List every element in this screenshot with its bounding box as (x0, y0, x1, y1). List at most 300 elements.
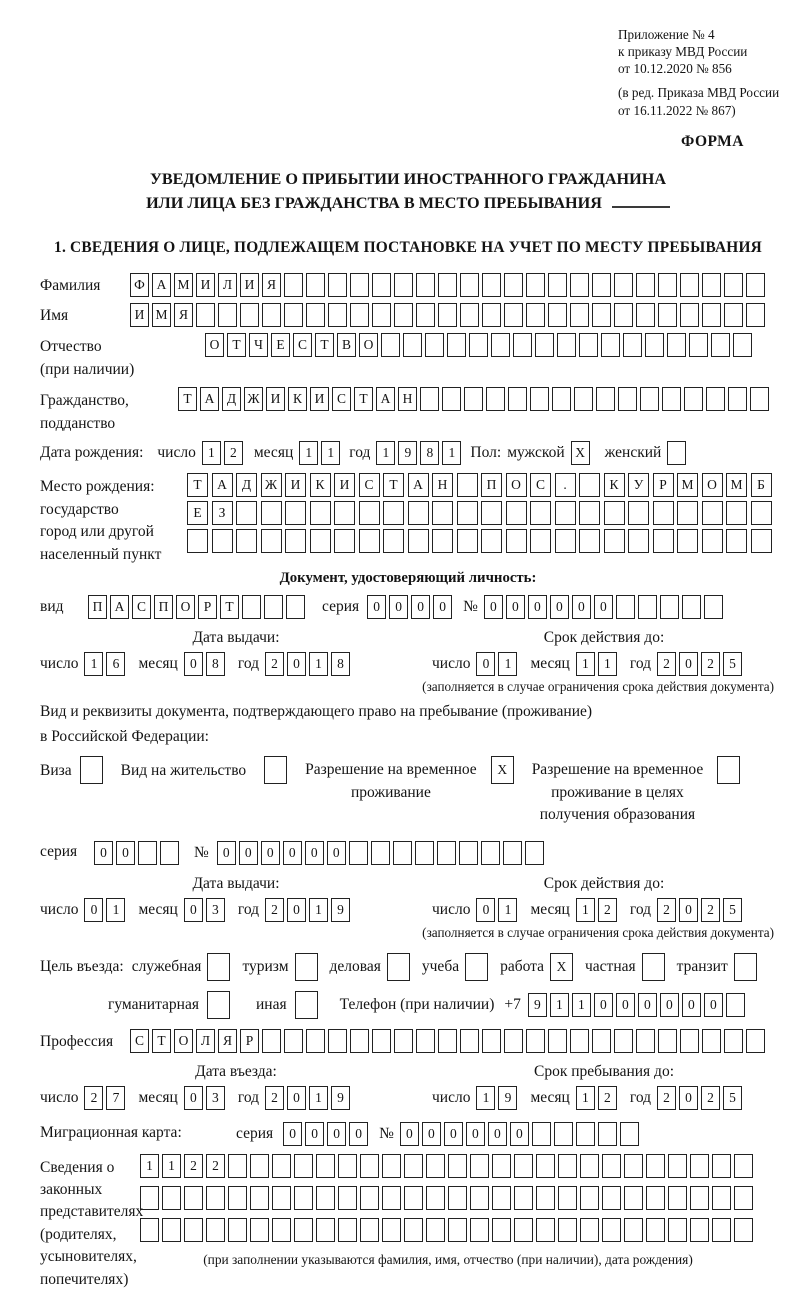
empty-cell (653, 501, 674, 525)
empty-cell (486, 387, 505, 411)
empty-cell (285, 501, 306, 525)
purpose-option-label: работа (500, 957, 544, 975)
char-cell: 0 (411, 595, 430, 619)
empty-cell (614, 1029, 633, 1053)
empty-cell (646, 1218, 665, 1242)
empty-cell (460, 273, 479, 297)
empty-cell (264, 756, 287, 784)
char-cell: 1 (202, 441, 221, 465)
empty-cell (702, 303, 721, 327)
char-cell: Т (220, 595, 239, 619)
char-cell: Б (751, 473, 772, 497)
char-cell: 1 (162, 1154, 181, 1178)
residence-dates (40, 875, 776, 922)
residence-intro-line-1: Вид и реквизиты документа, подтверждающего право на пребывание (проживание) (40, 703, 593, 721)
empty-cell (592, 273, 611, 297)
doc-kind-label: вид (40, 597, 64, 615)
empty-cell (684, 387, 703, 411)
char-cell: И (285, 473, 306, 497)
birth-place-row-3 (187, 529, 775, 553)
sex-male-checkbox (571, 441, 593, 465)
empty-cell (408, 501, 429, 525)
empty-cell (514, 1154, 533, 1178)
char-cell: 2 (265, 898, 284, 922)
doc-valid-group: Срок действия до: число 0 1 месяц 1 1 год 2 0 2 5 (432, 629, 776, 676)
empty-cell (196, 303, 215, 327)
char-cell: 1 (476, 1086, 495, 1110)
birth-month-label: месяц (253, 444, 294, 462)
empty-cell (359, 529, 380, 553)
char-cell: 1 (321, 441, 340, 465)
doc-issue-day-cells (84, 652, 128, 676)
empty-cell (624, 1218, 643, 1242)
empty-cell (360, 1154, 379, 1178)
birth-day-label: число (157, 444, 196, 462)
empty-cell (602, 1218, 621, 1242)
doc-issue-year-cells (265, 652, 353, 676)
citizenship-label: Гражданство, подданство (40, 392, 129, 432)
empty-cell (481, 529, 502, 553)
phone-label: Телефон (при наличии) (339, 995, 495, 1013)
title-line-1: УВЕДОМЛЕНИЕ О ПРИБЫТИИ ИНОСТРАННОГО ГРАЖДАНИНА (149, 169, 667, 188)
appendix-block (618, 26, 808, 119)
doc-valid-day-cells (476, 652, 520, 676)
empty-cell (492, 1218, 511, 1242)
char-cell: З (212, 501, 233, 525)
empty-cell (570, 1029, 589, 1053)
char-cell: 0 (466, 1122, 485, 1146)
empty-cell (470, 1154, 489, 1178)
empty-cell (724, 1029, 743, 1053)
char-cell: И (240, 273, 259, 297)
empty-cell (526, 1029, 545, 1053)
empty-cell (240, 303, 259, 327)
char-cell: 0 (367, 595, 386, 619)
sex-female-checkbox (667, 441, 689, 465)
char-cell: С (293, 333, 312, 357)
char-cell: 1 (442, 441, 461, 465)
temp-permit-checkbox (491, 756, 514, 784)
purpose-option-label: учеба (421, 957, 460, 975)
char-cell: И (334, 473, 355, 497)
blank-underline (612, 194, 670, 208)
char-cell: С (530, 473, 551, 497)
char-cell: 1 (576, 652, 595, 676)
char-cell: 0 (682, 993, 701, 1017)
empty-cell (306, 1029, 325, 1053)
char-cell: 1 (106, 898, 125, 922)
empty-cell (448, 1154, 467, 1178)
char-cell: 0 (84, 898, 103, 922)
char-cell: 0 (616, 993, 635, 1017)
empty-cell (381, 333, 400, 357)
char-cell: 0 (239, 841, 258, 865)
char-cell: О (359, 333, 378, 357)
char-cell: 2 (206, 1154, 225, 1178)
title-line-2: ИЛИ ЛИЦА БЕЗ ГРАЖДАНСТВА В МЕСТО ПРЕБЫВАНИЯ (40, 191, 776, 215)
empty-cell (579, 501, 600, 525)
char-cell: Д (236, 473, 257, 497)
char-cell: 8 (420, 441, 439, 465)
empty-cell (580, 1218, 599, 1242)
empty-cell (393, 841, 412, 865)
empty-cell (751, 529, 772, 553)
stay-month-cells (576, 1086, 620, 1110)
empty-cell (513, 333, 532, 357)
char-cell: X (550, 953, 573, 981)
char-cell: 0 (422, 1122, 441, 1146)
purpose-tourism-checkbox (295, 953, 318, 981)
char-cell: Т (227, 333, 246, 357)
section-1-heading: 1. СВЕДЕНИЯ О ЛИЦЕ, ПОДЛЕЖАЩЕМ ПОСТАНОВКЕ НА УЧЕТ ПО МЕСТУ ПРЕБЫВАНИЯ (54, 239, 762, 257)
patronymic-label: Отчество (при наличии) (40, 338, 135, 378)
field-surname (40, 273, 776, 297)
empty-cell (206, 1218, 225, 1242)
empty-cell (734, 1154, 753, 1178)
empty-cell (620, 1122, 639, 1146)
field-purpose-row2-phone (40, 991, 776, 1019)
empty-cell (751, 501, 772, 525)
char-cell: И (266, 387, 285, 411)
empty-cell (677, 501, 698, 525)
char-cell: 0 (327, 1122, 346, 1146)
empty-cell (457, 501, 478, 525)
char-cell: 0 (679, 652, 698, 676)
empty-cell (261, 501, 282, 525)
char-cell: И (310, 387, 329, 411)
migration-series-cells (283, 1122, 371, 1146)
entry-month-cells (184, 1086, 228, 1110)
char-cell: Т (178, 387, 197, 411)
empty-cell (250, 1218, 269, 1242)
empty-cell (602, 1186, 621, 1210)
empty-cell (506, 501, 527, 525)
purpose-option-label: частная (585, 957, 636, 975)
empty-cell (262, 1029, 281, 1053)
res-issue-month-cells (184, 898, 228, 922)
res-valid-month-cells (576, 898, 620, 922)
char-cell: Р (653, 473, 674, 497)
empty-cell (404, 1154, 423, 1178)
sex-male-label: мужской (507, 444, 565, 462)
empty-cell (228, 1154, 247, 1178)
empty-cell (530, 501, 551, 525)
empty-cell (184, 1186, 203, 1210)
char-cell: 2 (701, 898, 720, 922)
empty-cell (645, 333, 664, 357)
field-purpose (40, 953, 776, 981)
char-cell: 1 (140, 1154, 159, 1178)
empty-cell (682, 595, 701, 619)
doc-series-label: серия (322, 598, 360, 616)
residence-number-label: № (194, 843, 209, 861)
char-cell: Я (262, 273, 281, 297)
res-valid-day-cells (476, 898, 520, 922)
char-cell: О (205, 333, 224, 357)
empty-cell (616, 595, 635, 619)
char-cell: 9 (498, 1086, 517, 1110)
field-birth-place (40, 473, 776, 566)
empty-cell (646, 1154, 665, 1178)
empty-cell (660, 595, 679, 619)
char-cell: Я (218, 1029, 237, 1053)
char-cell: Т (315, 333, 334, 357)
char-cell: 0 (488, 1122, 507, 1146)
empty-cell (504, 273, 523, 297)
char-cell: 2 (84, 1086, 103, 1110)
empty-cell (536, 1218, 555, 1242)
char-cell: 0 (217, 841, 236, 865)
empty-cell (535, 333, 554, 357)
empty-cell (680, 303, 699, 327)
empty-cell (284, 1029, 303, 1053)
empty-cell (470, 1218, 489, 1242)
empty-cell (306, 273, 325, 297)
appendix-line: Приложение № 4 (618, 27, 715, 42)
doc-dates (40, 629, 776, 676)
empty-cell (628, 501, 649, 525)
char-cell: П (154, 595, 173, 619)
empty-cell (250, 1186, 269, 1210)
char-cell: 5 (723, 898, 742, 922)
char-cell: 0 (444, 1122, 463, 1146)
char-cell: У (628, 473, 649, 497)
char-cell: 1 (576, 1086, 595, 1110)
empty-cell (349, 841, 368, 865)
visa-label: Виза (40, 762, 72, 780)
char-cell: 0 (94, 841, 113, 865)
empty-cell (207, 991, 230, 1019)
empty-cell (690, 1154, 709, 1178)
empty-cell (334, 529, 355, 553)
field-birth-date (40, 441, 776, 465)
appendix-line: к приказу МВД России (618, 44, 748, 60)
residence-number-cells (217, 841, 547, 865)
empty-cell (372, 303, 391, 327)
char-cell: 0 (184, 1086, 203, 1110)
empty-cell (228, 1218, 247, 1242)
purpose-other-checkbox (295, 991, 318, 1019)
empty-cell (604, 501, 625, 525)
birth-year-label: год (349, 444, 371, 462)
res-issue-year-cells (265, 898, 353, 922)
doc-valid-month-cells (576, 652, 620, 676)
empty-cell (272, 1218, 291, 1242)
profession-label: Профессия (40, 1032, 114, 1050)
char-cell: 5 (723, 652, 742, 676)
empty-cell (242, 595, 261, 619)
doc-valid-heading: Срок действия до: (543, 629, 665, 647)
empty-cell (316, 1154, 335, 1178)
empty-cell (162, 1186, 181, 1210)
char-cell: Р (240, 1029, 259, 1053)
empty-cell (284, 273, 303, 297)
char-cell: 0 (305, 1122, 324, 1146)
char-cell: О (506, 473, 527, 497)
empty-cell (680, 1029, 699, 1053)
purpose-option-label: деловая (329, 957, 381, 975)
doc-issue-month-cells (184, 652, 228, 676)
char-cell: 1 (309, 1086, 328, 1110)
empty-cell (689, 333, 708, 357)
char-cell: Ж (261, 473, 282, 497)
char-cell: 0 (638, 993, 657, 1017)
empty-cell (557, 333, 576, 357)
patronymic-cells (205, 333, 755, 357)
res-issue-heading: Дата выдачи: (192, 874, 280, 892)
empty-cell (658, 273, 677, 297)
empty-cell (514, 1218, 533, 1242)
char-cell: 0 (572, 595, 591, 619)
empty-cell (359, 501, 380, 525)
empty-cell (284, 303, 303, 327)
empty-cell (457, 529, 478, 553)
char-cell: И (130, 303, 149, 327)
empty-cell (438, 303, 457, 327)
char-cell: Л (218, 273, 237, 297)
empty-cell (746, 1029, 765, 1053)
empty-cell (636, 273, 655, 297)
field-patronymic (40, 333, 776, 381)
empty-cell (536, 1186, 555, 1210)
char-cell: 0 (679, 1086, 698, 1110)
char-cell: Ж (244, 387, 263, 411)
firstname-cells (130, 303, 768, 327)
edition-line: от 16.11.2022 № 867) (618, 102, 736, 118)
char-cell: 3 (206, 1086, 225, 1110)
char-cell: 0 (476, 652, 495, 676)
empty-cell (555, 501, 576, 525)
char-cell: X (491, 756, 514, 784)
char-cell: 3 (206, 898, 225, 922)
visa-checkbox (80, 756, 103, 784)
empty-cell (734, 1218, 753, 1242)
empty-cell (426, 1186, 445, 1210)
char-cell: . (555, 473, 576, 497)
empty-cell (350, 273, 369, 297)
empty-cell (459, 841, 478, 865)
char-cell: 0 (594, 595, 613, 619)
empty-cell (514, 1186, 533, 1210)
char-cell: 0 (287, 652, 306, 676)
stay-year-cells (657, 1086, 745, 1110)
empty-cell (360, 1186, 379, 1210)
empty-cell (426, 1218, 445, 1242)
empty-cell (592, 1029, 611, 1053)
empty-cell (640, 387, 659, 411)
profession-cells (130, 1029, 768, 1053)
char-cell: 2 (184, 1154, 203, 1178)
char-cell: 1 (376, 441, 395, 465)
empty-cell (416, 273, 435, 297)
doc-issue-heading: Дата выдачи: (192, 629, 280, 647)
purpose-private-checkbox (642, 953, 665, 981)
char-cell: 7 (106, 1086, 125, 1110)
empty-cell (579, 333, 598, 357)
char-cell: С (132, 595, 151, 619)
empty-cell (372, 273, 391, 297)
empty-cell (554, 1122, 573, 1146)
empty-cell (552, 387, 571, 411)
representatives-row-1 (140, 1154, 756, 1178)
char-cell: 9 (331, 898, 350, 922)
doc-valid-note: (заполняется в случае ограничения срока действия документа) (422, 679, 774, 695)
char-cell: 2 (657, 652, 676, 676)
empty-cell (604, 529, 625, 553)
sex-female-label: женский (604, 444, 662, 462)
page-title (40, 167, 776, 216)
empty-cell (236, 529, 257, 553)
temp-permit-label: Разрешение на временное проживание (305, 761, 477, 801)
empty-cell (408, 529, 429, 553)
empty-cell (464, 387, 483, 411)
empty-cell (726, 529, 747, 553)
empty-cell (383, 529, 404, 553)
empty-cell (350, 303, 369, 327)
char-cell: 1 (84, 652, 103, 676)
birth-place-label: Место рождения: государство город или другой населенный пункт (40, 478, 162, 563)
empty-cell (420, 387, 439, 411)
char-cell: 0 (484, 595, 503, 619)
empty-cell (187, 529, 208, 553)
char-cell: 0 (287, 898, 306, 922)
empty-cell (492, 1186, 511, 1210)
purpose-option-label: служебная (131, 957, 202, 975)
purpose-work-checkbox (550, 953, 573, 981)
empty-cell (328, 303, 347, 327)
residence-intro-line-2: в Российской Федерации: (40, 728, 209, 746)
char-cell: Т (383, 473, 404, 497)
doc-number-cells (484, 595, 726, 619)
char-cell: 0 (679, 898, 698, 922)
empty-cell (426, 1154, 445, 1178)
empty-cell (624, 1186, 643, 1210)
entry-date-group: Дата въезда: число 2 7 месяц 0 3 год 2 0 1 9 (40, 1063, 432, 1110)
empty-cell (482, 303, 501, 327)
empty-cell (338, 1154, 357, 1178)
empty-cell (614, 273, 633, 297)
empty-cell (598, 1122, 617, 1146)
char-cell: Д (222, 387, 241, 411)
empty-cell (403, 333, 422, 357)
empty-cell (680, 273, 699, 297)
empty-cell (272, 1186, 291, 1210)
stay-until-group: Срок пребывания до: число 1 9 месяц 1 2 год 2 0 2 5 (432, 1063, 776, 1110)
empty-cell (218, 303, 237, 327)
char-cell: 0 (476, 898, 495, 922)
empty-cell (448, 1186, 467, 1210)
empty-cell (425, 333, 444, 357)
empty-cell (733, 333, 752, 357)
empty-cell (372, 1029, 391, 1053)
char-cell: О (174, 1029, 193, 1053)
empty-cell (306, 303, 325, 327)
empty-cell (653, 529, 674, 553)
empty-cell (508, 387, 527, 411)
empty-cell (482, 1029, 501, 1053)
char-cell: Р (198, 595, 217, 619)
char-cell: Л (196, 1029, 215, 1053)
empty-cell (592, 303, 611, 327)
empty-cell (334, 501, 355, 525)
empty-cell (207, 953, 230, 981)
doc-valid-year-cells (657, 652, 745, 676)
empty-cell (532, 1122, 551, 1146)
empty-cell (558, 1218, 577, 1242)
empty-cell (624, 1154, 643, 1178)
char-cell: 6 (106, 652, 125, 676)
empty-cell (350, 1029, 369, 1053)
